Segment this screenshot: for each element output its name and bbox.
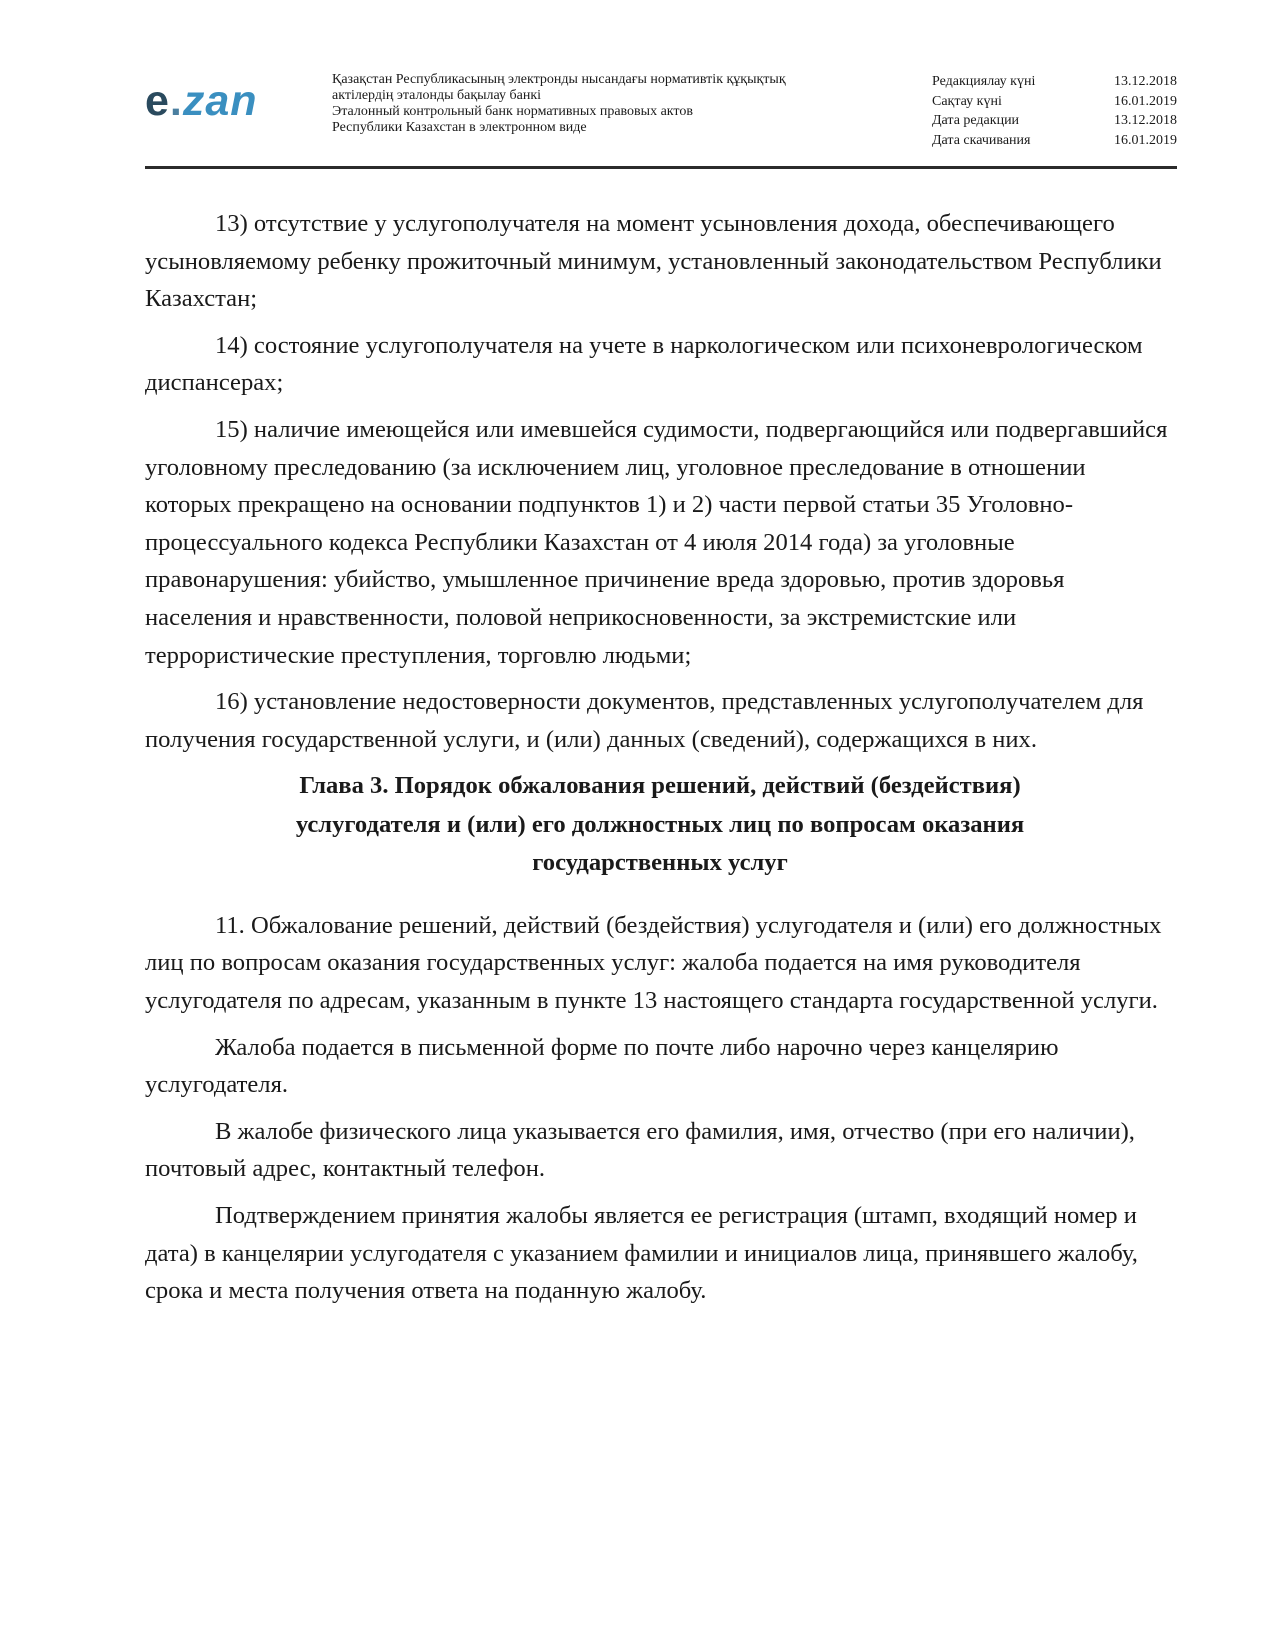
meta-value: 13.12.2018 (1114, 74, 1177, 89)
paragraph-clause-11: 11. Обжалование решений, действий (бездействия) услугодателя и (или) его должностных лиц по вопросам оказания государственных услуг: жалоба подается на имя руководителя услугодателя по адресам, указанным в пункте 13 настоящего стандарта государственной услуги. (145, 911, 1162, 1014)
paragraph-item-16: 16) установление недостоверности документов, представленных услугополучателем для получения государственной услуги, и (или) данных (сведений), содержащихся в них. (145, 688, 1144, 753)
header-meta (932, 72, 1177, 150)
chapter-heading (145, 767, 1175, 883)
meta-row (932, 111, 1177, 131)
header-title-line: Эталонный контрольный банк нормативных правовых актов (332, 104, 693, 119)
chapter-heading-line: Глава 3. Порядок обжалования решений, действий (бездействия) (299, 772, 1021, 800)
page-header (145, 70, 1177, 169)
meta-value: 16.01.2019 (1114, 132, 1177, 148)
meta-row (932, 131, 1177, 151)
meta-value: 16.01.2019 (1114, 93, 1177, 109)
meta-label: Дата редакции (932, 113, 1020, 128)
ezan-logo: e.zan (145, 77, 258, 125)
paragraph-item-14: 14) состояние услугополучателя на учете в наркологическом или психоневрологическом диспансерах; (145, 331, 1143, 397)
chapter-heading-line: государственных услуг (532, 849, 788, 877)
chapter-heading-line: услугодателя и (или) его должностных лиц по вопросам оказания (295, 810, 1025, 838)
paragraph-complaint-confirmation: Подтверждением принятия жалобы является ее регистрация (штамп, входящий номер и дата) в канцелярии услугодателя с указанием фамилии и инициалов лица, принявшего жалобу, срока и места получения ответа на поданную жалобу. (145, 1201, 1138, 1305)
meta-row (932, 92, 1177, 112)
meta-label: Сақтау күні (932, 93, 1002, 109)
meta-value: 13.12.2018 (1114, 113, 1177, 128)
paragraph-complaint-form: Жалоба подается в письменной форме по почте либо нарочно через канцелярию услугодателя. (145, 1033, 1059, 1099)
paragraph-item-15: 15) наличие имеющейся или имевшейся судимости, подвергающийся или подвергавшийся уголовному преследованию (за исключением лиц, уголовное преследование в отношении которых прекращено на основании подпунктов 1) и 2) части первой статьи 35 Уголовно-процессуального кодекса Республики Казахстан от 4 июля 2014 года) за уголовные правонарушения: убийство, умышленное причинение вреда здоровью, против здоровья населения и нравственности, половой неприкосновенности, за экстремистские или террористические преступления, торговлю людьми; (145, 415, 1168, 669)
header-title-line: актілердің эталонды бақылау банкі (332, 88, 542, 103)
header-title-line: Республики Казахстан в электронном виде (332, 120, 587, 135)
header-title-line: Қазақстан Республикасының электронды нысандағы нормативтік құқықтық (332, 72, 786, 87)
paragraph-complaint-contents: В жалобе физического лица указывается его фамилия, имя, отчество (при его наличии), почтовый адрес, контактный телефон. (145, 1117, 1135, 1183)
header-titles (332, 72, 892, 136)
paragraph-item-13: 13) отсутствие у услугополучателя на момент усыновления дохода, обеспечивающего усыновляемому ребенку прожиточный минимум, установленный законодательством Республики Казахстан; (145, 210, 1162, 313)
document-body (145, 205, 1175, 1319)
meta-label: Дата скачивания (932, 132, 1031, 148)
meta-label: Редакциялау күні (932, 74, 1036, 89)
meta-row (932, 72, 1177, 92)
